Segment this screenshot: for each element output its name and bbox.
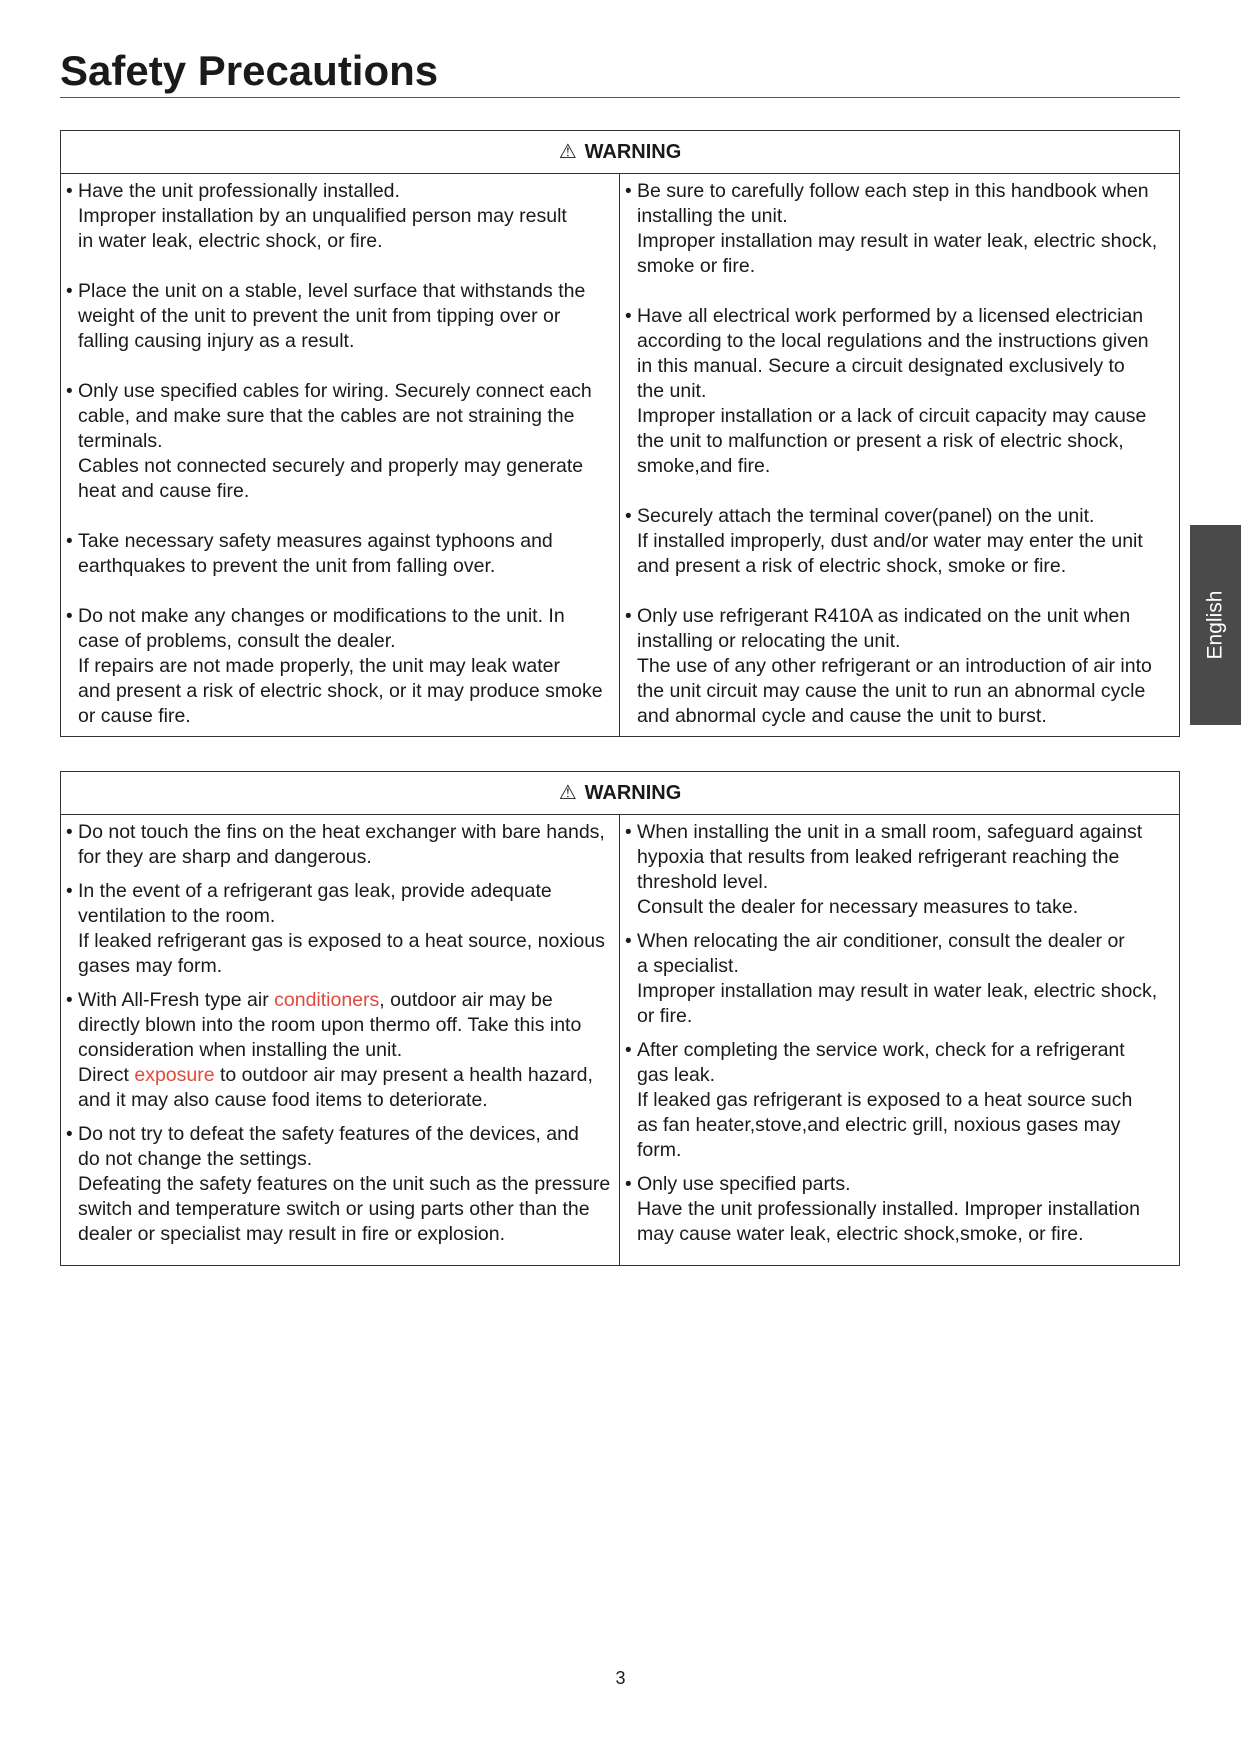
text-line: in water leak, electric shock, or fire.: [78, 230, 383, 252]
text-line: • Take necessary safety measures against typhoons and: [78, 530, 553, 552]
text-line: • Do not touch the fins on the heat exchanger with bare hands,: [78, 821, 605, 843]
left-column: [61, 174, 620, 736]
language-tab: [1190, 525, 1241, 725]
list-item: [624, 504, 1173, 579]
text-segment: Direct: [78, 1064, 135, 1086]
text-line: or cause fire.: [78, 705, 191, 727]
text-line: a specialist.: [637, 955, 739, 977]
text-line: • Do not make any changes or modifications to the unit. In: [78, 605, 565, 627]
text-line: Improper installation may result in water leak, electric shock,: [637, 230, 1158, 252]
text-line: • Do not try to defeat the safety features of the devices, and: [78, 1123, 579, 1145]
text-line: heat and cause fire.: [78, 480, 250, 502]
warning-header: [61, 131, 1179, 174]
text-line: • In the event of a refrigerant gas leak, provide adequate: [78, 880, 552, 902]
text-line: Improper installation may result in water leak, electric shock,: [637, 980, 1158, 1002]
text-line: threshold level.: [637, 871, 769, 893]
list-item: [65, 529, 613, 579]
list-item: [65, 820, 613, 870]
highlighted-term: conditioners: [274, 989, 380, 1011]
text-line: according to the local regulations and the instructions given: [637, 330, 1149, 352]
text-line: If leaked refrigerant gas is exposed to a heat source, noxious: [78, 930, 605, 952]
text-line: and it may also cause food items to deteriorate.: [78, 1089, 488, 1111]
text-line: • Place the unit on a stable, level surface that withstands the: [78, 280, 586, 302]
list-item: [65, 179, 613, 254]
text-line: directly blown into the room upon thermo off. Take this into: [78, 1014, 582, 1036]
right-column: [620, 174, 1179, 736]
list-item: [624, 1038, 1173, 1163]
text-line: If installed improperly, dust and/or water may enter the unit: [637, 530, 1143, 552]
text-line: form.: [637, 1139, 682, 1161]
text-line: • When installing the unit in a small room, safeguard against: [637, 821, 1143, 843]
text-line: • After completing the service work, check for a refrigerant: [637, 1039, 1125, 1061]
text-line: installing the unit.: [637, 205, 788, 227]
text-line: the unit to malfunction or present a risk of electric shock,: [637, 430, 1124, 452]
text-line: • Be sure to carefully follow each step in this handbook when: [637, 180, 1149, 202]
language-tab-label: English: [1203, 590, 1227, 660]
list-item: [624, 929, 1173, 1029]
right-column: [620, 815, 1179, 1265]
text-line: switch and temperature switch or using parts other than the: [78, 1198, 590, 1220]
text-line: The use of any other refrigerant or an introduction of air into: [637, 655, 1152, 677]
text-line: hypoxia that results from leaked refrigerant reaching the: [637, 846, 1120, 868]
list-item: [65, 988, 613, 1113]
text-line: dealer or specialist may result in fire or explosion.: [78, 1223, 506, 1245]
text-line: Have the unit professionally installed. Improper installation: [637, 1198, 1140, 1220]
left-column: [61, 815, 620, 1265]
text-line: may cause water leak, electric shock,smoke, or fire.: [637, 1223, 1084, 1245]
list-item: [624, 604, 1173, 729]
warning-triangle-icon: ⚠: [558, 782, 577, 804]
text-line: cable, and make sure that the cables are not straining the: [78, 405, 575, 427]
text-line: do not change the settings.: [78, 1148, 313, 1170]
text-line: earthquakes to prevent the unit from falling over.: [78, 555, 496, 577]
text-line: and present a risk of electric shock, or it may produce smoke: [78, 680, 603, 702]
warning-table-1: [60, 130, 1180, 737]
title-divider: [60, 97, 1180, 98]
text-segment: to outdoor air may present a health hazard,: [214, 1064, 593, 1086]
list-item: [624, 179, 1173, 279]
text-line: the unit.: [637, 380, 707, 402]
text-line: weight of the unit to prevent the unit from tipping over or: [78, 305, 561, 327]
text-line: smoke,and fire.: [637, 455, 771, 477]
text-line: Defeating the safety features on the unit such as the pressure: [78, 1173, 611, 1195]
text-line: or fire.: [637, 1005, 693, 1027]
text-line: smoke or fire.: [637, 255, 756, 277]
warning-triangle-icon: ⚠: [558, 141, 577, 163]
text-line: Consult the dealer for necessary measures to take.: [637, 896, 1079, 918]
list-item: [65, 279, 613, 354]
list-item: [624, 820, 1173, 920]
text-line: and present a risk of electric shock, smoke or fire.: [637, 555, 1067, 577]
text-line: • When relocating the air conditioner, consult the dealer or: [637, 930, 1125, 952]
highlighted-term: exposure: [134, 1064, 215, 1086]
text-line: • Only use refrigerant R410A as indicated on the unit when: [637, 605, 1131, 627]
warning-header: [61, 772, 1179, 815]
text-line: • Only use specified parts.: [637, 1173, 851, 1195]
text-line: • Only use specified cables for wiring. Securely connect each: [78, 380, 592, 402]
text-line: consideration when installing the unit.: [78, 1039, 403, 1061]
text-line: and abnormal cycle and cause the unit to burst.: [637, 705, 1047, 727]
warning-label: WARNING: [584, 781, 682, 804]
list-item: [624, 1172, 1173, 1247]
list-item: [65, 379, 613, 504]
text-line: • Have the unit professionally installed.: [78, 180, 400, 202]
page-number: 3: [615, 1668, 626, 1688]
text-line: If repairs are not made properly, the unit may leak water: [78, 655, 560, 677]
text-line: Cables not connected securely and properly may generate: [78, 455, 584, 477]
text-line: If leaked gas refrigerant is exposed to a heat source such: [637, 1089, 1133, 1111]
text-line: as fan heater,stove,and electric grill, noxious gases may: [637, 1114, 1121, 1136]
page-title: Safety Precautions: [60, 47, 439, 94]
text-segment: With All-Fresh type air: [78, 989, 275, 1011]
list-item: [624, 304, 1173, 479]
list-item: [65, 879, 613, 979]
text-line: [78, 988, 613, 1013]
text-line: [78, 1063, 613, 1088]
text-segment: , outdoor air may be: [379, 989, 553, 1011]
text-line: terminals.: [78, 430, 163, 452]
text-line: gases may form.: [78, 955, 223, 977]
text-line: case of problems, consult the dealer.: [78, 630, 396, 652]
text-line: in this manual. Secure a circuit designated exclusively to: [637, 355, 1125, 377]
warning-table-2: [60, 771, 1180, 1266]
text-line: • Have all electrical work performed by a licensed electrician: [637, 305, 1144, 327]
text-line: the unit circuit may cause the unit to run an abnormal cycle: [637, 680, 1146, 702]
text-line: falling causing injury as a result.: [78, 330, 355, 352]
text-line: Improper installation or a lack of circuit capacity may cause: [637, 405, 1147, 427]
text-line: ventilation to the room.: [78, 905, 276, 927]
text-line: installing or relocating the unit.: [637, 630, 901, 652]
text-line: Improper installation by an unqualified person may result: [78, 205, 567, 227]
text-line: for they are sharp and dangerous.: [78, 846, 372, 868]
text-line: gas leak.: [637, 1064, 716, 1086]
list-item: [65, 604, 613, 729]
warning-label: WARNING: [584, 140, 682, 163]
text-line: • Securely attach the terminal cover(panel) on the unit.: [637, 505, 1095, 527]
list-item: [65, 1122, 613, 1247]
